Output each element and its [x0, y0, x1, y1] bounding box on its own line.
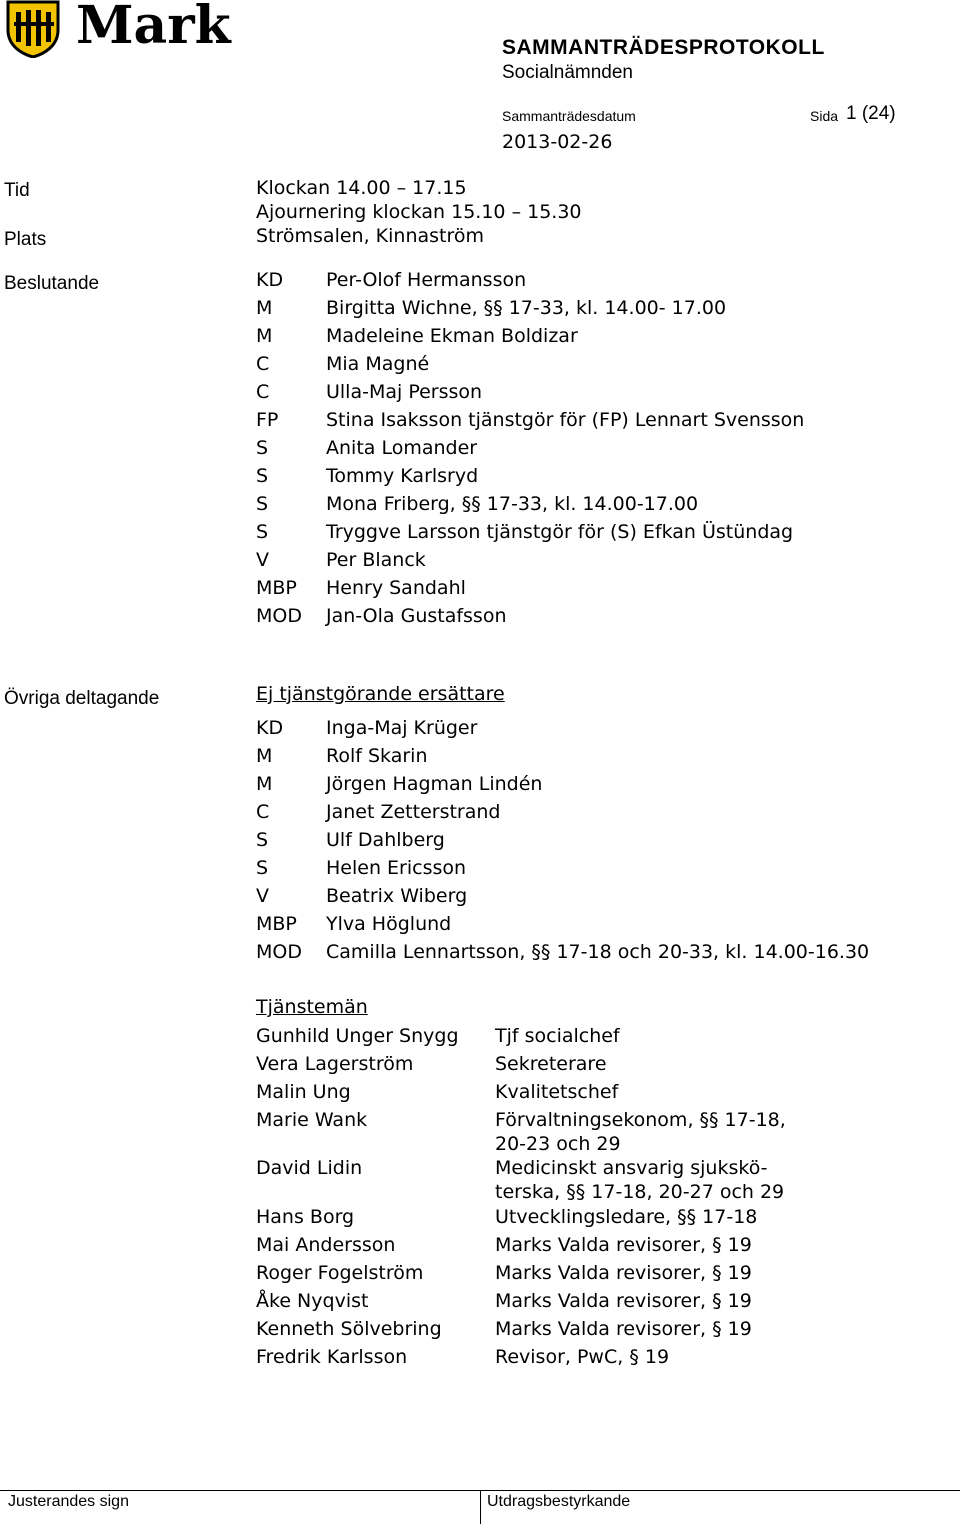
- official-name: Kenneth Sölvebring: [256, 1318, 442, 1340]
- organization-name: Socialnämnden: [502, 62, 633, 83]
- page-label: Sida: [810, 108, 839, 124]
- member-name: Per Blanck: [326, 549, 426, 571]
- party-code: M: [256, 325, 273, 347]
- party-code: MOD: [256, 941, 302, 963]
- coat-of-arms-icon: [4, 0, 62, 58]
- party-code: V: [256, 549, 269, 571]
- official-role: Marks Valda revisorer, § 19: [495, 1290, 752, 1312]
- date-label: Sammanträdesdatum: [502, 108, 636, 124]
- party-code: KD: [256, 269, 284, 291]
- justerandes-sign-field: Justerandes sign: [8, 1493, 129, 1510]
- party-code: S: [256, 465, 269, 487]
- member-name: Tryggve Larsson tjänstgör för (S) Efkan Üstündag: [326, 521, 794, 543]
- official-name: Åke Nyqvist: [256, 1290, 369, 1312]
- party-code: C: [256, 353, 270, 375]
- substitute-name: Helen Ericsson: [326, 857, 467, 879]
- party-code: V: [256, 885, 269, 907]
- meeting-place: Strömsalen, Kinnaström: [256, 225, 485, 247]
- party-code: C: [256, 801, 270, 823]
- member-name: Madeleine Ekman Boldizar: [326, 325, 578, 347]
- party-code: S: [256, 829, 269, 851]
- tjansteman-heading: Tjänstemän: [256, 996, 368, 1018]
- official-name: Hans Borg: [256, 1206, 355, 1228]
- meeting-break: Ajournering klockan 15.10 – 15.30: [256, 201, 582, 223]
- substitute-name: Inga-Maj Krüger: [326, 717, 478, 739]
- official-role: Sekreterare: [495, 1053, 607, 1075]
- party-code: S: [256, 437, 269, 459]
- member-name: Tommy Karlsryd: [326, 465, 479, 487]
- page-number: 1 (24): [846, 103, 896, 124]
- official-role: Revisor, PwC, § 19: [495, 1346, 670, 1368]
- party-code: S: [256, 493, 269, 515]
- substitute-name: Camilla Lennartsson, §§ 17-18 och 20-33, kl. 14.00-16.30: [326, 941, 870, 963]
- party-code: M: [256, 297, 273, 319]
- substitute-name: Ulf Dahlberg: [326, 829, 445, 851]
- party-code: KD: [256, 717, 284, 739]
- footer-column-divider: [480, 1490, 481, 1524]
- beslutande-label: Beslutande: [4, 273, 100, 294]
- ovriga-label: Övriga deltagande: [4, 688, 160, 709]
- member-name: Birgitta Wichne, §§ 17-33, kl. 14.00- 17.00: [326, 297, 727, 319]
- member-name: Stina Isaksson tjänstgör för (FP) Lennart Svensson: [326, 409, 805, 431]
- official-name: Marie Wank: [256, 1109, 368, 1131]
- party-code: MBP: [256, 577, 297, 599]
- substitute-name: Jörgen Hagman Lindén: [326, 773, 543, 795]
- utdragsbestyrkande-field: Utdragsbestyrkande: [487, 1493, 631, 1510]
- official-role: Marks Valda revisorer, § 19: [495, 1262, 752, 1284]
- party-code: S: [256, 521, 269, 543]
- municipality-logo: [4, 0, 244, 58]
- official-name: Fredrik Karlsson: [256, 1346, 408, 1368]
- member-name: Mia Magné: [326, 353, 430, 375]
- ersattare-heading: Ej tjänstgörande ersättare: [256, 683, 505, 705]
- official-role: Marks Valda revisorer, § 19: [495, 1318, 752, 1340]
- member-name: Henry Sandahl: [326, 577, 466, 599]
- member-name: Ulla-Maj Persson: [326, 381, 483, 403]
- plats-label: Plats: [4, 229, 47, 250]
- tid-label: Tid: [4, 180, 30, 201]
- party-code: MBP: [256, 913, 297, 935]
- substitute-name: Ylva Höglund: [326, 913, 452, 935]
- official-name: Malin Ung: [256, 1081, 351, 1103]
- substitute-name: Beatrix Wiberg: [326, 885, 468, 907]
- official-role: Tjf socialchef: [495, 1025, 620, 1047]
- document-title: SAMMANTRÄDESPROTOKOLL: [502, 36, 825, 59]
- official-name: Gunhild Unger Snygg: [256, 1025, 459, 1047]
- party-code: M: [256, 773, 273, 795]
- official-name: Vera Lagerström: [256, 1053, 414, 1075]
- party-code: S: [256, 857, 269, 879]
- member-name: Mona Friberg, §§ 17-33, kl. 14.00-17.00: [326, 493, 699, 515]
- official-role: Marks Valda revisorer, § 19: [495, 1234, 752, 1256]
- official-name: David Lidin: [256, 1157, 363, 1179]
- official-role: Förvaltningsekonom, §§ 17-18, 20-23 och 29: [495, 1109, 786, 1155]
- meeting-date: 2013-02-26: [502, 131, 613, 153]
- party-code: C: [256, 381, 270, 403]
- official-role: Utvecklingsledare, §§ 17-18: [495, 1206, 758, 1228]
- logo-wordmark: Mark: [76, 0, 231, 56]
- party-code: MOD: [256, 605, 302, 627]
- official-role: Kvalitetschef: [495, 1081, 619, 1103]
- member-name: Jan-Ola Gustafsson: [326, 605, 507, 627]
- member-name: Anita Lomander: [326, 437, 478, 459]
- substitute-name: Rolf Skarin: [326, 745, 428, 767]
- party-code: FP: [256, 409, 279, 431]
- official-name: Mai Andersson: [256, 1234, 396, 1256]
- meeting-time: Klockan 14.00 – 17.15: [256, 177, 467, 199]
- substitute-name: Janet Zetterstrand: [326, 801, 501, 823]
- member-name: Per-Olof Hermansson: [326, 269, 527, 291]
- party-code: M: [256, 745, 273, 767]
- official-name: Roger Fogelström: [256, 1262, 424, 1284]
- official-role: Medicinskt ansvarig sjukskö- terska, §§ 17-18, 20-27 och 29: [495, 1157, 785, 1203]
